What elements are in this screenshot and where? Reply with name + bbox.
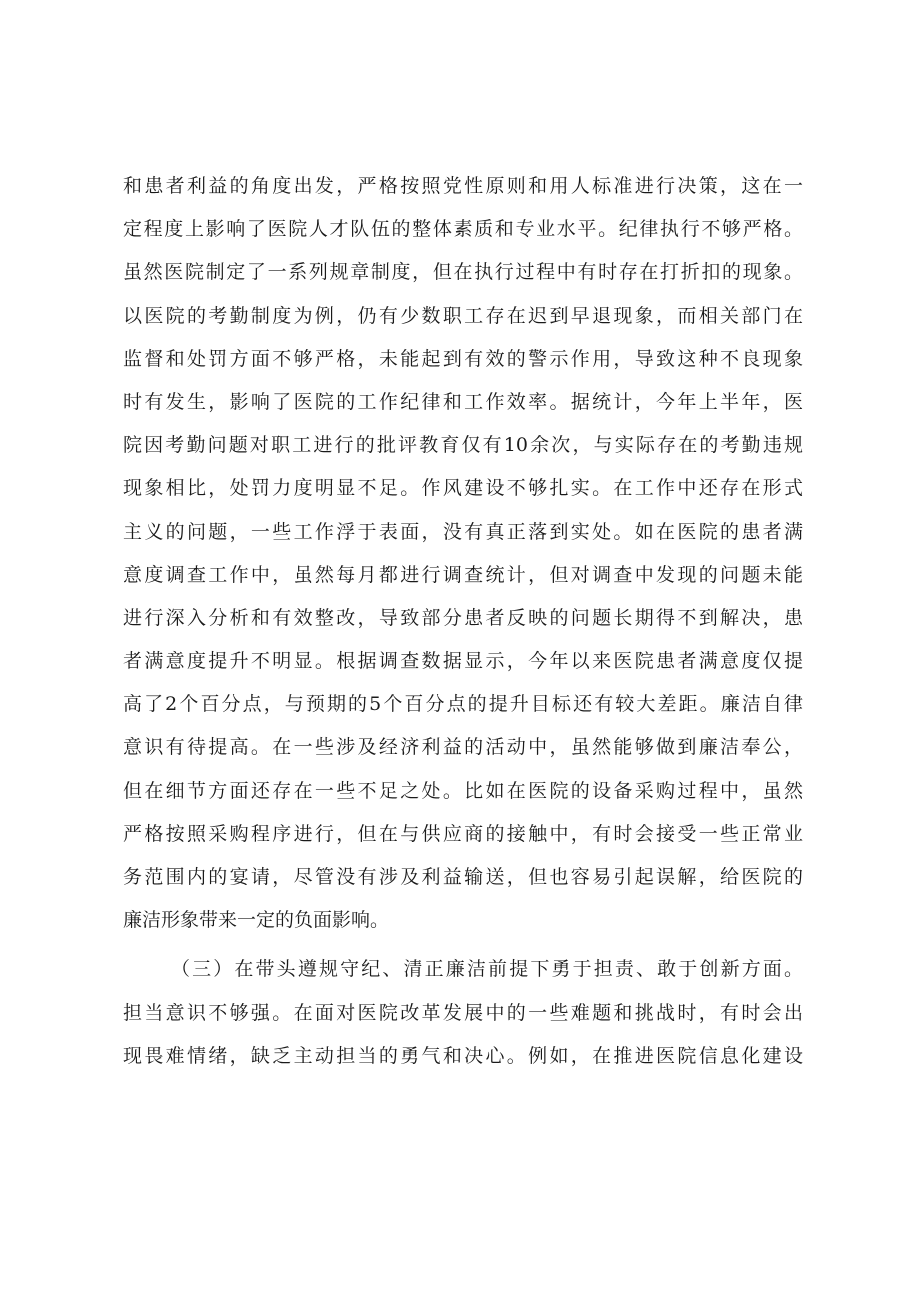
section-line: 担当意识不够强。在面对医院改革发展中的一些难题和挑战时，有时会出: [123, 1001, 803, 1024]
paragraph-line: 现象相比，处罚力度明显不足。作风建设不够扎实。在工作中还存在形式: [123, 477, 803, 500]
section-line: 现畏难情绪，缺乏主动担当的勇气和决心。例如，在推进医院信息化建设: [123, 1044, 803, 1067]
paragraph-line: 以医院的考勤制度为例，仍有少数职工存在迟到早退现象，而相关部门在: [123, 304, 803, 327]
paragraph-line: 监督和处罚方面不够严格，未能起到有效的警示作用，导致这种不良现象: [123, 347, 803, 370]
paragraph-line: 和患者利益的角度出发，严格按照党性原则和用人标准进行决策，这在一: [123, 175, 803, 197]
paragraph-line: 高了2个百分点，与预期的5个百分点的提升目标还有较大差距。廉洁自律: [123, 693, 803, 716]
paragraph-line: 严格按照采购程序进行，但在与供应商的接触中，有时会接受一些正常业: [123, 822, 803, 845]
paragraph-line: 但在细节方面还存在一些不足之处。比如在医院的设备采购过程中，虽然: [123, 779, 803, 802]
section-heading: （三）在带头遵规守纪、清正廉洁前提下勇于担责、敢于创新方面。: [171, 958, 803, 981]
paragraph-line: 主义的问题，一些工作浮于表面，没有真正落到实处。如在医院的患者满: [123, 520, 803, 543]
paragraph-line: 意识有待提高。在一些涉及经济利益的活动中，虽然能够做到廉洁奉公，: [123, 736, 803, 759]
paragraph-line: 院因考勤问题对职工进行的批评教育仅有10余次，与实际存在的考勤违规: [123, 434, 803, 457]
paragraph-line: 者满意度提升不明显。根据调查数据显示，今年以来医院患者满意度仅提: [123, 650, 803, 673]
paragraph-line: 时有发生，影响了医院的工作纪律和工作效率。据统计，今年上半年，医: [123, 390, 803, 413]
document-body: [123, 165, 803, 1078]
paragraph-line: 进行深入分析和有效整改，导致部分患者反映的问题长期得不到解决，患: [123, 606, 803, 629]
paragraph-line: 虽然医院制定了一系列规章制度，但在执行过程中有时存在打折扣的现象。: [123, 261, 803, 284]
paragraph-line-last: 廉洁形象带来一定的负面影响。: [123, 909, 390, 932]
paragraph-line: 意度调查工作中，虽然每月都进行调查统计，但对调查中发现的问题未能: [123, 563, 803, 586]
paragraph-line: 定程度上影响了医院人才队伍的整体素质和专业水平。纪律执行不够严格。: [123, 218, 803, 241]
paragraph-line: 务范围内的宴请，尽管没有涉及利益输送，但也容易引起误解，给医院的: [123, 866, 803, 888]
